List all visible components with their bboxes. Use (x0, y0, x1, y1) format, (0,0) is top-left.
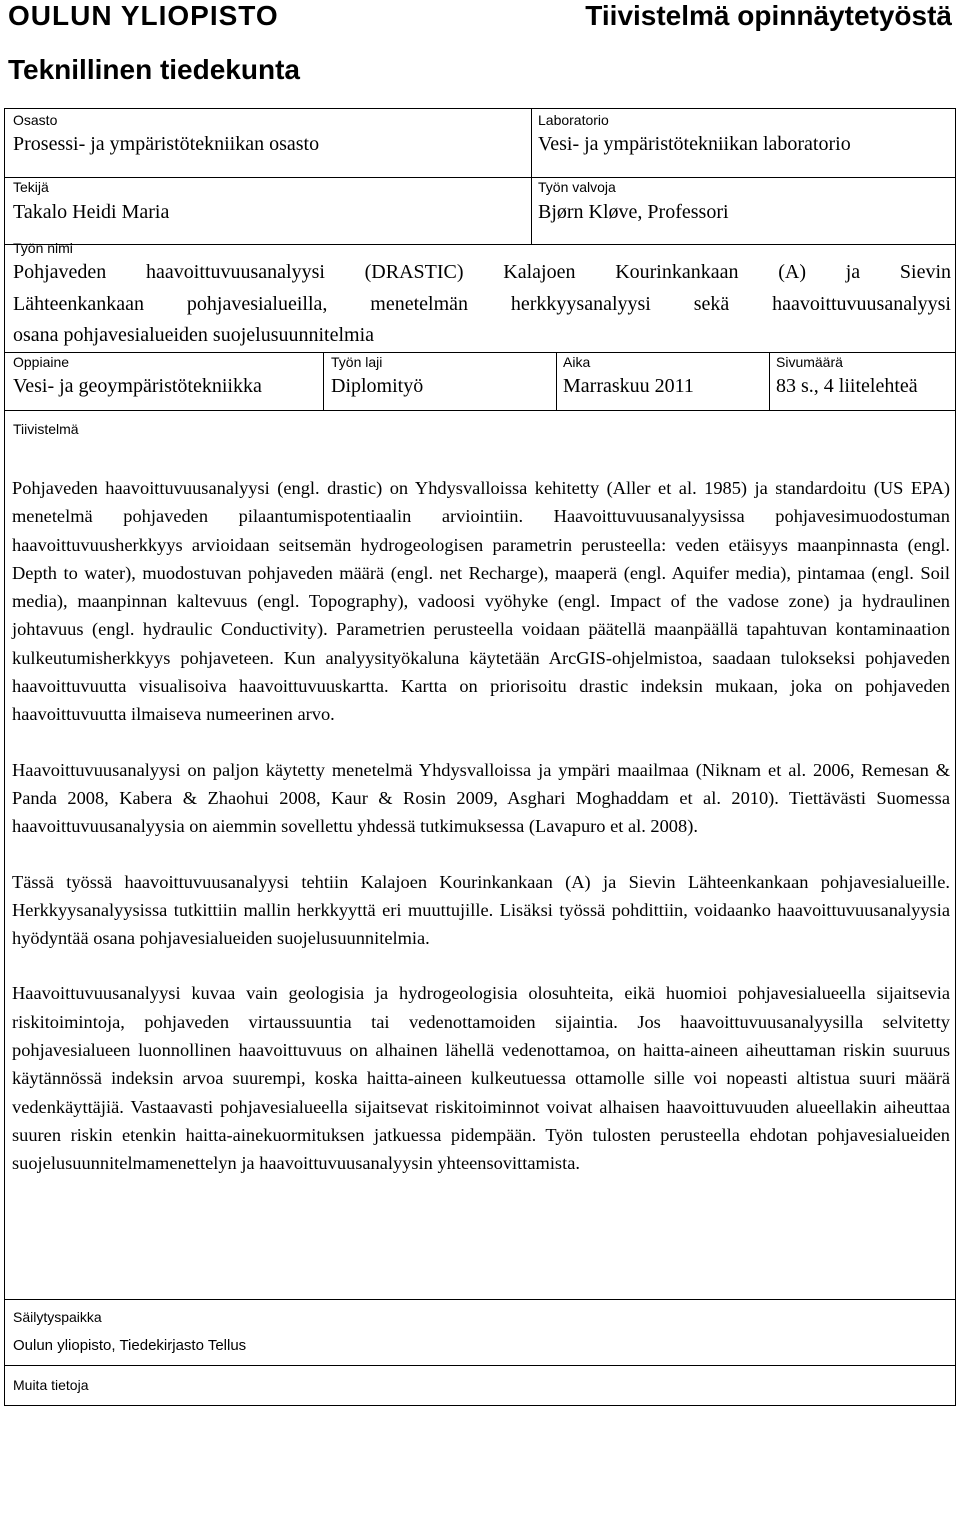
department-value: Prosessi- ja ympäristötekniikan osasto (13, 133, 320, 155)
author-label: Tekijä (13, 179, 49, 195)
abstract-paragraph: Tässä työssä haavoittuvuusanalyysi tehtiin Kalajoen Kourinkankaan (A) ja Sievin Lähteenkankaan pohjavesialueille. Herkkyysanalyysissa tutkittiin mallin herkkyyttä eri muuttujille. Lisäksi työssä pohdittiin, voidaanko haavoittuvuusanalyysia hyödyntää osana pohjavesialueiden suojelusuunnitelmia. (12, 871, 950, 949)
storage-value: Oulun yliopisto, Tiedekirjasto Tellus (13, 1337, 247, 1354)
supervisor-label: Työn valvoja (538, 179, 616, 195)
university-name: OULUN YLIOPISTO (8, 0, 279, 31)
subject-label: Oppiaine (13, 354, 70, 370)
other-info-label: Muita tietoja (13, 1377, 89, 1393)
abstract-paragraph: Pohjaveden haavoittuvuusanalyysi (engl. drastic) on Yhdysvalloissa kehitetty (Aller et al. 1985) ja standardoitu (US EPA) menetelmä pohjaveden pilaantumispotentiaalin arviointiin. Haavoittuvuusanalyysissa pohjavesimuodostuman haavoittuvuusherkkyys arvioidaan seitsemän hydrogeologisen parametrin perusteella: veden etäisyys maanpinnasta (engl. Depth to water), muodostuvan pohjaveden määrä (engl. net Recharge), maaperä (engl. Aquifer media), pintamaa (engl. Soil media), maanpinnan kaltevuus (engl. Topography), vadoosi vyöhyke (engl. Impact of the vadose zone) ja hydraulinen johtavuus (engl. hydraulic Conductivity). Parametrien perusteella voidaan päätellä maanpäällä tapahtuvan kontaminaation kulkeutumisherkkyys pohjaveteen. Kun analyysityökaluna käytetään ArcGIS-ohjelmistoa, saadaan tulokseksi pohjaveden haavoittuvuutta visualisoiva haavoittuvuuskartta. Kartta on priorisoitu drastic indeksin mukaan, joka on pohjaveden haavoittuvuutta ilmaiseva numeerinen arvo. (12, 478, 950, 725)
thesis-title-line-1: Pohjaveden haavoittuvuusanalyysi (DRASTIC) Kalajoen Kourinkankaan (A) ja Sievin (13, 261, 951, 283)
faculty-name: Teknillinen tiedekunta (8, 54, 300, 85)
laboratory-label: Laboratorio (538, 112, 609, 128)
pages-label: Sivumäärä (776, 354, 843, 370)
abstract-paragraph: Haavoittuvuusanalyysi on paljon käytetty menetelmä Yhdysvalloissa ja ympäri maailmaa (Niknam et al. 2006, Remesan & Panda 2008, Kabera & Zhaohui 2008, Kaur & Rosin 2009, Asghari Moghaddam et al. 2010). Tiettävästi Suomessa haavoittuvuusanalyysia on aiemmin sovellettu yhdessä tutkimuksessa (Lavapuro et al. 2008). (12, 759, 950, 837)
subject-value: Vesi- ja geoympäristötekniikka (13, 375, 262, 397)
thesis-title-label: Työn nimi (13, 240, 73, 256)
abstract-paragraph: Haavoittuvuusanalyysi kuvaa vain geologisia ja hydrogeologisia olosuhteita, eikä huomioi pohjavesialueella sijaitsevia riskitoimintoja, pohjaveden virtaussuuntia tai vedenottamoiden sijaintia. Jos haavoittuvuusanalyysilla selvitetty pohjavesialueen luonnollinen haavoittuvuus on alhainen lähellä vedenottamoa, on haitta-aineen aiheuttaman riskin suuruus käytännössä indeksin arvoa suurempi, koska haitta-aineen kulkeutuessa ottamolle sille voi nopeasti altistua suuri määrä vedenkäyttäjiä. Vastaavasti pohjavesialueella sijaitsevat riskitoiminnot voivat alhaisen haavoittuvuuden alueellakin aiheuttaa suuren riskin etenkin haitta-ainekuormituksen jatkuessa pidempään. Työn tulosten perusteella ehdotan pohjavesialueiden suojelusuunnitelmamenettelyn ja haavoittuvuusanalyysin yhteensovittamista. (12, 983, 950, 1174)
thesis-title-line-2: Lähteenkankaan pohjavesialueilla, menetelmän herkkyysanalyysi sekä haavoittuvuusanalyysi (13, 293, 951, 315)
laboratory-value: Vesi- ja ympäristötekniikan laboratorio (538, 133, 851, 155)
abstract-body (12, 474, 950, 1205)
author-value: Takalo Heidi Maria (13, 201, 170, 223)
pages-value: 83 s., 4 liitelehteä (776, 375, 918, 397)
date-value: Marraskuu 2011 (563, 375, 694, 397)
work-type-label: Työn laji (331, 354, 383, 370)
supervisor-value: Bjørn Kløve, Professori (538, 201, 729, 223)
storage-label: Säilytyspaikka (13, 1309, 102, 1325)
thesis-title-line-3: osana pohjavesialueiden suojelusuunnitelmia (13, 324, 375, 346)
abstract-label: Tiivistelmä (13, 421, 79, 437)
date-label: Aika (563, 354, 591, 370)
document-type-title: Tiivistelmä opinnäytetyöstä (585, 0, 952, 31)
department-label: Osasto (13, 112, 58, 128)
work-type-value: Diplomityö (331, 375, 424, 397)
